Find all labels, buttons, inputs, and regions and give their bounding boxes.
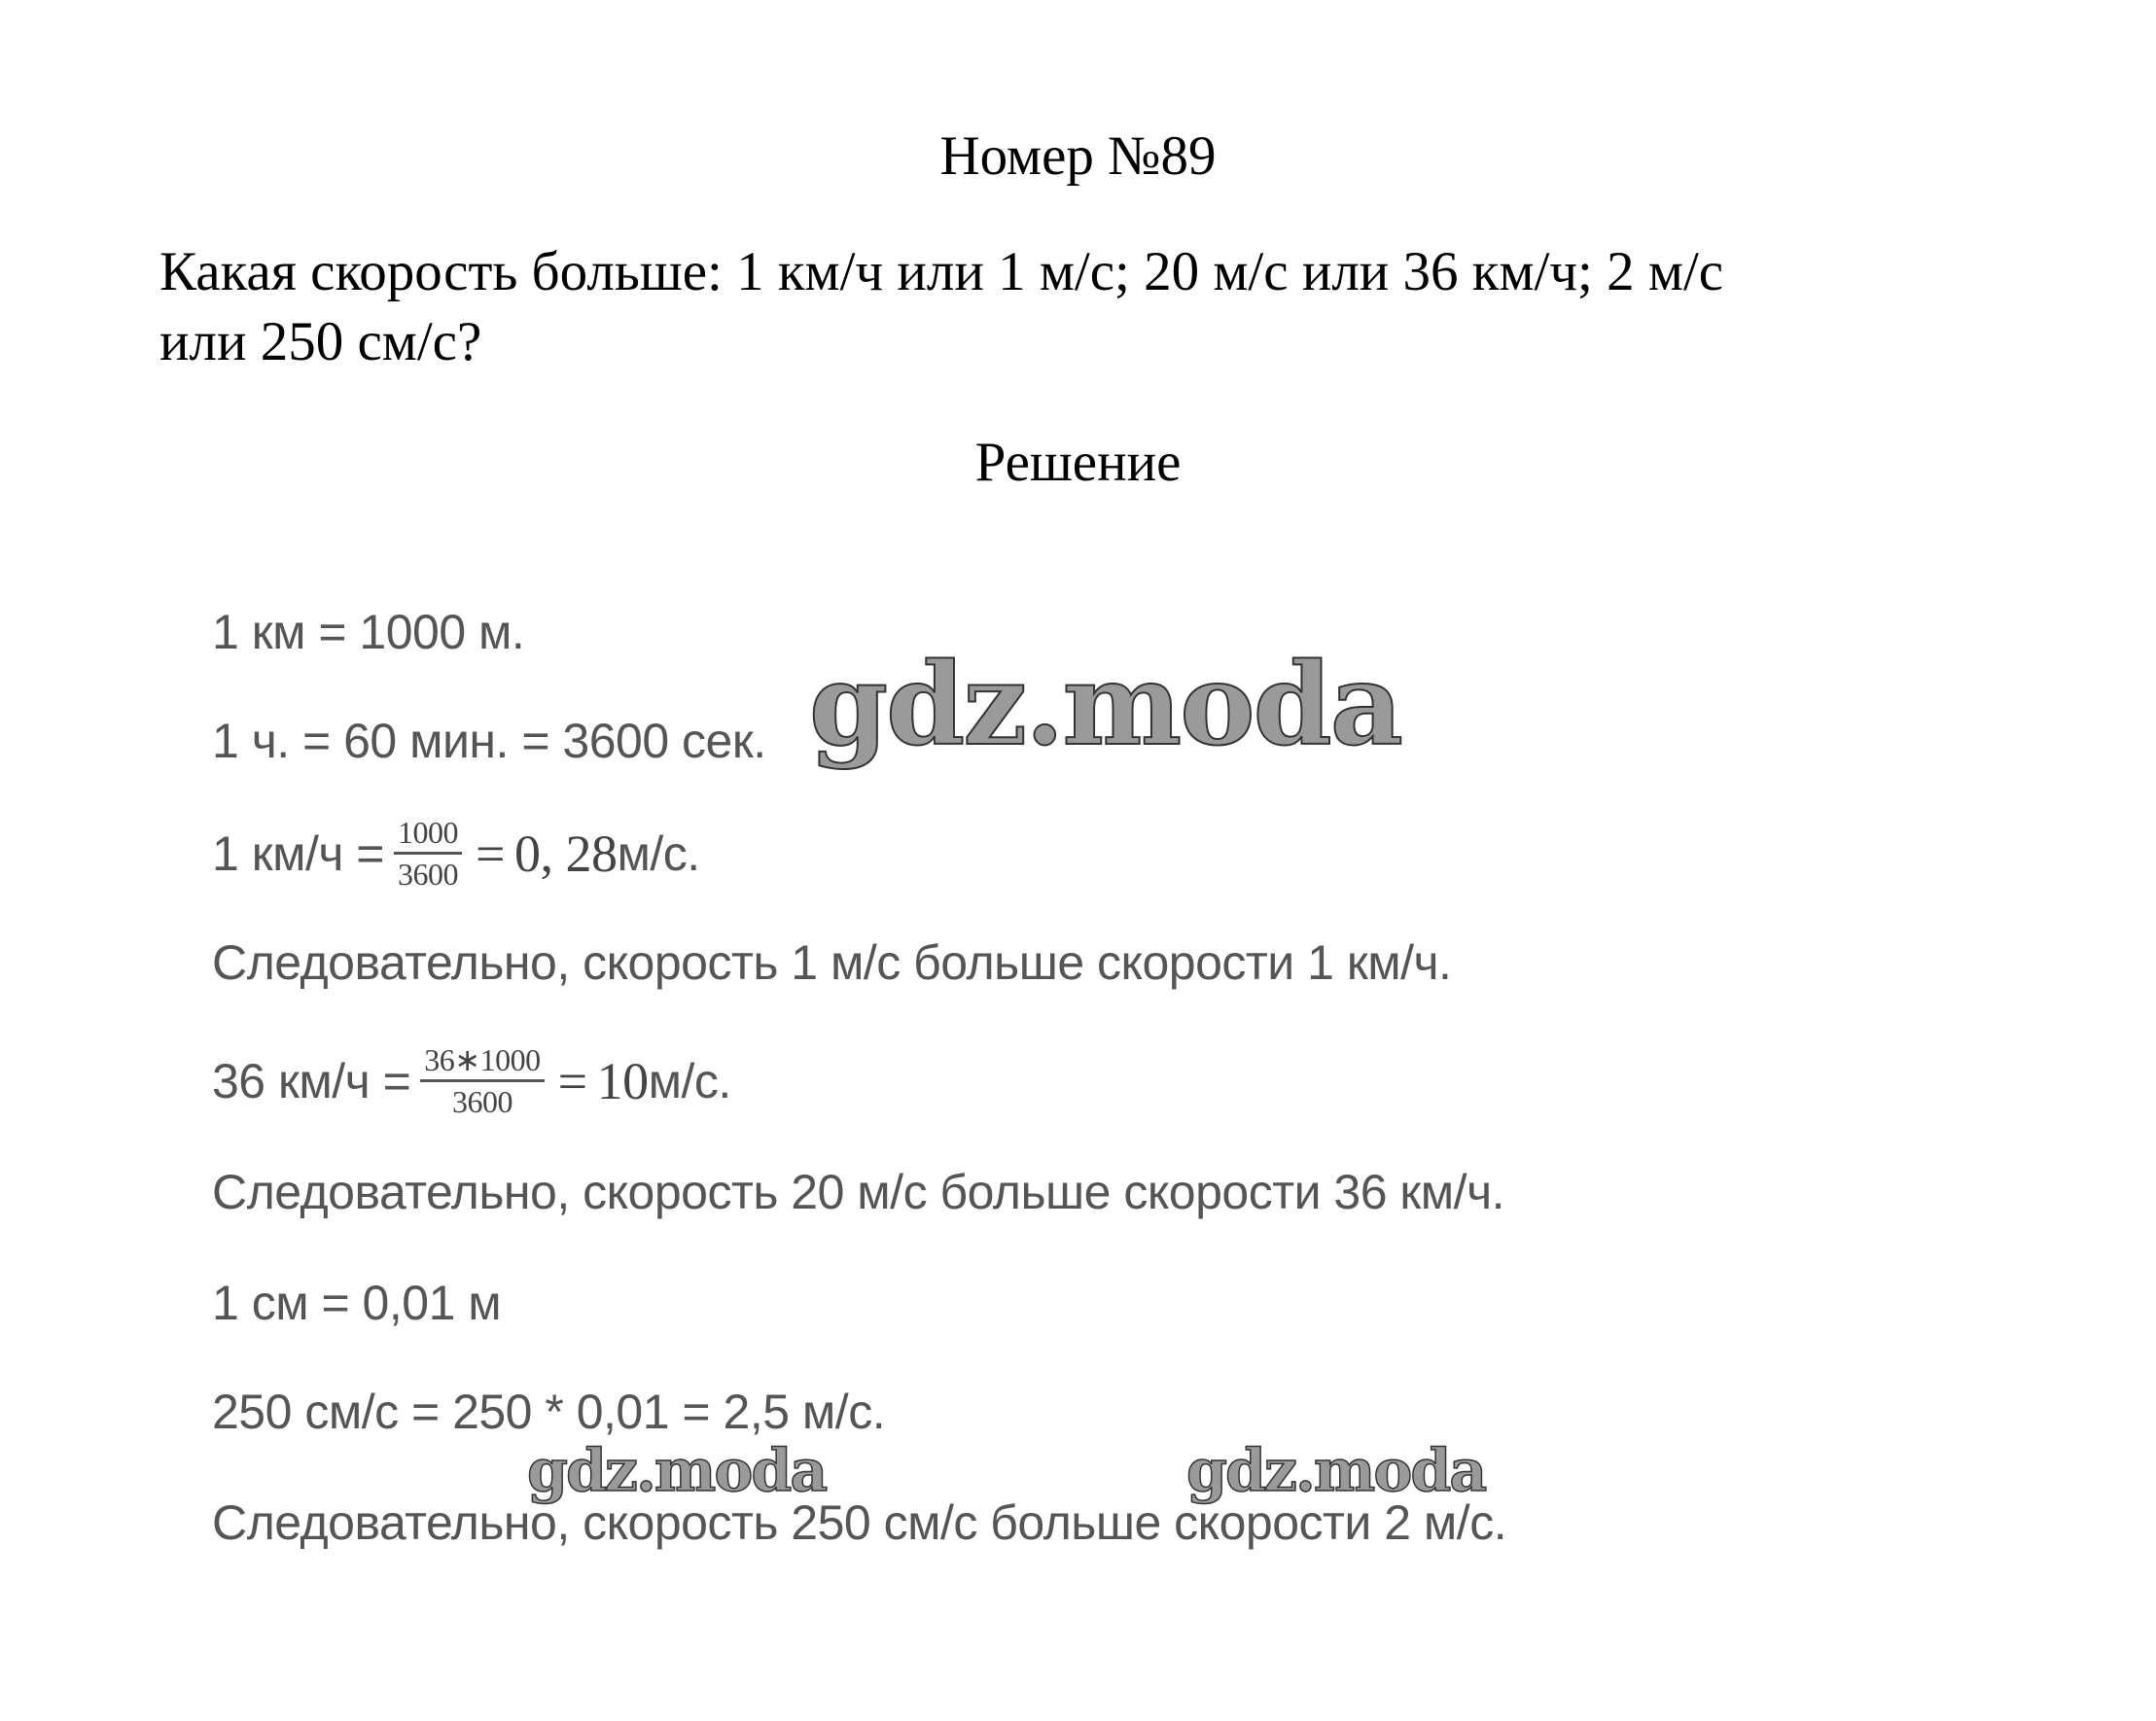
equals-sign: = (475, 824, 505, 883)
solution-heading: Решение (974, 432, 1182, 493)
problem-line-1: Какая скорость больше: 1 км/ч или 1 м/с; 20 м/с или 36 км/ч; 2 м/с (159, 241, 1724, 302)
kmh-result-unit: м/с. (617, 825, 700, 881)
solution-line-36kmh-conversion (212, 1042, 731, 1119)
problem-statement (159, 237, 2056, 377)
solution-line-cm-to-m: 1 см = 0,01 м (212, 1276, 502, 1330)
equals-sign: = (557, 1051, 587, 1110)
page-title: Номер №89 (939, 125, 1217, 187)
fraction-numerator: 1000 (394, 815, 462, 855)
fraction-36000-3600 (420, 1042, 544, 1119)
fraction-denominator: 3600 (397, 857, 458, 892)
fraction-denominator: 3600 (451, 1084, 512, 1119)
solution-conclusion-2: Следовательно, скорость 20 м/с больше скорости 36 км/ч. (212, 1165, 1505, 1219)
solution-conclusion-3: Следовательно, скорость 250 см/с больше скорости 2 м/с. (212, 1495, 1507, 1550)
kmh-left: 1 км/ч = (212, 825, 384, 881)
solution-conclusion-1: Следовательно, скорость 1 м/с больше скорости 1 км/ч. (212, 935, 1452, 990)
problem-line-2: или 250 см/с? (159, 311, 482, 372)
36kmh-left: 36 км/ч = (212, 1053, 411, 1108)
watermark-logo-small-left: gdz.moda (527, 1437, 827, 1505)
fraction-1000-3600 (394, 815, 462, 892)
36kmh-result-value: 10 (596, 1051, 649, 1110)
kmh-result-value: 0, 28 (513, 824, 618, 883)
watermark-logo: gdz.moda (809, 639, 1401, 771)
fraction-numerator: 36∗1000 (420, 1042, 544, 1082)
36kmh-result-unit: м/с. (648, 1053, 731, 1108)
solution-line-kmh-conversion (212, 815, 700, 892)
solution-line-hour-to-sec: 1 ч. = 60 мин. = 3600 сек. (212, 714, 766, 768)
solution-line-250cms: 250 см/с = 250 * 0,01 = 2,5 м/с. (212, 1385, 886, 1439)
watermark-logo-small-right: gdz.moda (1186, 1437, 1486, 1505)
solution-line-km-to-m: 1 км = 1000 м. (212, 605, 525, 659)
